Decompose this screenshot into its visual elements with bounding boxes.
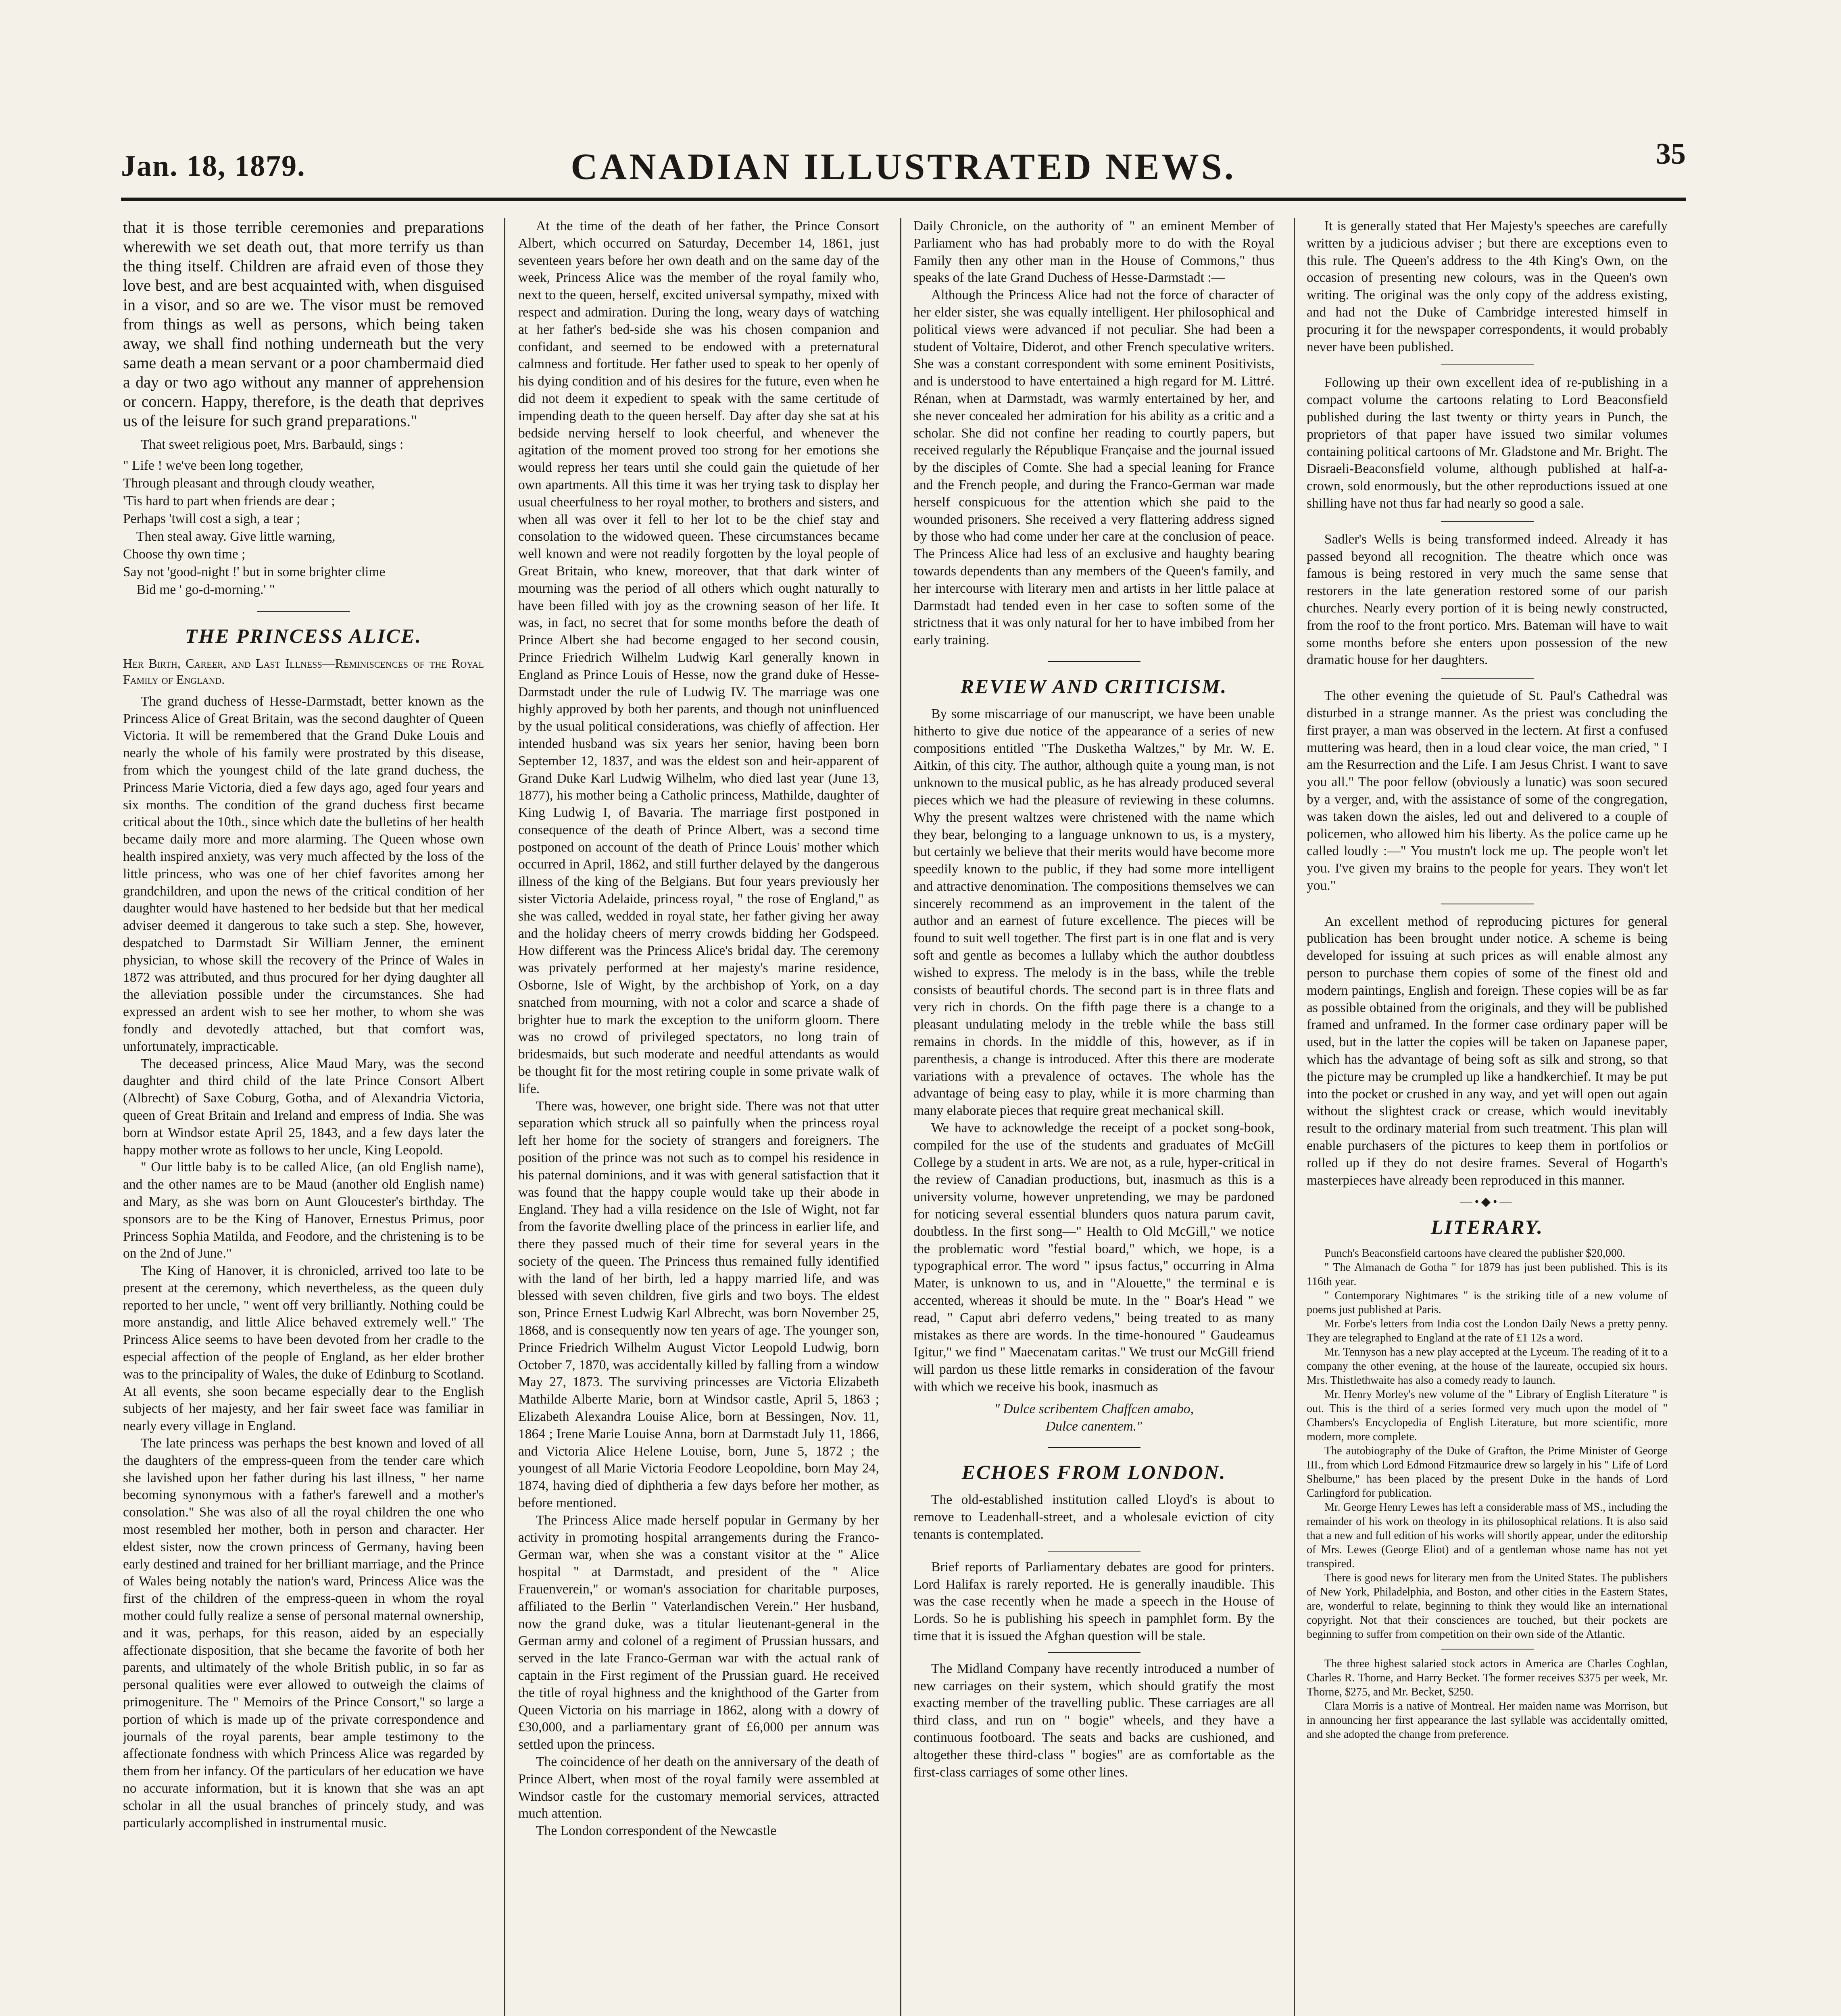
column-divider — [504, 218, 505, 2016]
poem-line: Through pleasant and through cloudy weather, — [123, 475, 375, 491]
paragraph: Following up their own excellent idea of re-publishing in a compact volume the cartoons relating to Lord Beaconsfield published during the last twenty or thirty years in Punch, the proprietors of that paper have issued two similar volumes containing political cartoons of Mr. Gladstone and Mr. Bright. The Disraeli-Beaconsfield volume, although published at half-a-crown, sold enormously, but the other reproductions issued at one shilling have not thus far had nearly so good a sale. — [1307, 375, 1668, 511]
poem-line: " Life ! we've been long together, — [123, 458, 304, 473]
literary-note: " Contemporary Nightmares " is the striking title of a new volume of poems just published at Paris. — [1307, 1289, 1668, 1316]
section-heading: THE PRINCESS ALICE. — [185, 624, 422, 647]
paragraph: Sadler's Wells is being transformed indeed. Already it has passed beyond all recognition. The theatre which once was famous is being restored in very much the same sense that restorers in the late generation restored some of our parish churches. Nearly every portion of it is being newly constructed, from the roof to the front portico. Mrs. Bateman will have to wait some months before she enters upon possession of the new dramatic house for her daughters. — [1307, 531, 1668, 668]
quote-line: Dulce canentem." — [1045, 1418, 1143, 1434]
paragraph: We have to acknowledge the receipt of a pocket song-book, compiled for the use of the students and graduates of McGill College by a student in arts. We are not, as a rule, hyper-critical in the review of Canadian productions, but, inasmuch as this is a university volume, however unpretending, we may be pardoned for noticing several essential blunders quos natura parum cavit, doubtless. In the first song—" Health to Old McGill," we notice the problematic word "festial board," which, we hope, is a typographical error. The word " ipsus factus," occurring in Alma Mater, is unknown to us, and in "Alouette," the terminal e is accented, whereas it should be mute. In the " Boar's Head " we read, " Caput abri deferro vedens," being treated to as many mistakes as there are words. In the time-honoured " Gaudeamus Igitur," we find " Maecenatam caritas." We trust our McGill friend will pardon us these little remarks in consideration of the favour with which we receive his book, inasmuch as — [913, 1120, 1274, 1394]
literary-note: There is good news for literary men from the United States. The publishers of New York, Philadelphia, and Boston, and other cities in the Eastern States, are, wonderful to relate, beginning to think they would like an international copyright. Not that their consciences are touched, but their pockets are beginning to suffer from competition on their own side of the Atlantic. — [1307, 1572, 1668, 1641]
latin-quote — [913, 1401, 1274, 1435]
issue-date: Jan. 18, 1879. — [121, 150, 306, 183]
column-divider — [900, 218, 901, 2016]
paragraph: The Princess Alice made herself popular in Germany by her activity in promoting hospital arrangements during the Franco-German war, when she was a constant visitor at the " Alice hospital " at Darmstadt, and president of the " Alice Frauenverein," or woman's association for charitable purposes, affiliated to the Berlin " Vaterlandischen Verein." Her husband, now the grand duke, was a titular lieutenant-general in the German army and colonel of a regiment of Prussian hussars, and served in the late Franco-German war with the actual rank of captain in the First regiment of the Prussian guard. He received the title of royal highness and the knighthood of the Garter from Queen Victoria on his marriage in 1862, along with a dowry of £30,000, and a parliamentary grant of £6,000 per annum was settled upon the princess. — [518, 1512, 879, 1752]
paragraph: By some miscarriage of our manuscript, we have been unable hitherto to give due notice of the appearance of a series of new compositions entitled "The Dusketha Waltzes," by Mr. W. E. Aitkin, of this city. The author, although quite a young man, is not unknown to the musical public, as he has already produced several pieces which we had the pleasure of reviewing in these columns. Why the present waltzes were christened with the name which they bear, belonging to a language unknown to us, is a mystery, but certainly we believe that their merits would have become more speedily known to the public, if they had some more intelligent and attractive denomination. The compositions themselves we can sincerely recommend as an improvement in the talent of the author and an earnest of future excellence. The pieces will be found to suit well together. The first part is in one flat and is very soft and gentle as becomes a lullaby which the author doubtless wished to express. The melody is in the bass, while the treble consists of beautiful chords. The second part is in three flats and very rich in chords. On the fifth page there is a change to a pleasant undulating melody in the treble while the bass still remains in chords. In the middle of this, however, as if in parenthesis, a change is introduced. After this there are moderate variations with a prevalence of octaves. The whole has the advantage of being easy to play, while it is more charming than many elaborate pieces that require great mechanical skill. — [913, 706, 1274, 1118]
poem-line: Bid me ' go-d-morning.' " — [123, 582, 275, 597]
page-number: 35 — [1656, 137, 1686, 171]
paragraph: Brief reports of Parliamentary debates are good for printers. Lord Halifax is rarely reported. He is generally inaudible. This was the case recently when he made a speech in the House of Lords. So he is publishing his speech in pamphlet form. By the time that it is issued the Afghan question will be stale. — [913, 1559, 1274, 1643]
section-rule — [1048, 661, 1140, 662]
section-rule — [1441, 521, 1534, 522]
section-rule — [1048, 1551, 1140, 1552]
column-4 — [1307, 218, 1668, 2016]
paragraph: An excellent method of reproducing pictures for general publication has been brought under notice. A scheme is being developed for issuing at such prices as will enable almost any person to purchase them copies of some of the finest old and modern paintings, English and foreign. These copies will be as far as possible obtained from the originals, and they will be published framed and unframed. In the former case ordinary paper will be used, but in the latter the copies will be taken on Japanese paper, which has the advantage of being soft as silk and strong, so that the picture may be crumpled up like a handkerchief. It may be put into the pocket or crushed in any way, and yet will open out again without the slightest crack or crease, which would inevitably result to the ordinary material from such treatment. This plan will enable purchasers of the pictures to keep them in portfolios or rolled up if they do not desire frames. Several of Hogarth's masterpieces have already been reproduced in this manner. — [1307, 914, 1668, 1188]
quote-line: " Dulce scribentem Chaffcen amabo, — [994, 1401, 1194, 1416]
literary-note: The three highest salaried stock actors in America are Charles Coghlan, Charles R. Thorne, and Harry Becket. The former receives $375 per week, Mr. Thorne, $275, and Mr. Becket, $250. — [1307, 1658, 1668, 1699]
paragraph: The deceased princess, Alice Maud Mary, was the second daughter and third child of the late Prince Consort Albert (Albrecht) of Saxe Coburg, Gotha, and of Alexandria Victoria, queen of Great Britain and Ireland and empress of India. She was born at Windsor estate April 25, 1843, and a few days later the happy mother wrote as follows to her uncle, King Leopold. — [123, 1056, 484, 1158]
paragraph: The King of Hanover, it is chronicled, arrived too late to be present at the ceremony, which nevertheless, as the queen duly reported to her uncle, " went off very brilliantly. Nothing could be more anstandig, and little Alice behaved extremely well." The Princess Alice seems to have been devoted from her cradle to the especial affection of the people of England, as her elder brother was to the principality of Wales, the duke of Edinburg to Scotland. At all events, she soon became especially dear to the English subjects of her majesty, and her fair sweet face was familiar in nearly every village in England. — [123, 1263, 484, 1434]
paragraph: The late princess was perhaps the best known and loved of all the daughters of the empress-queen from the tender care which she lavished upon her father during his last illness, " her name becoming synonymous with a father's farewell and a mother's consolation." She was also of all the royal children the one who most resembled her mother, both in person and character. Her eldest sister, now the crown princess of Germany, having been early destined and trained for her brilliant marriage, and the Prince of Wales being notably the nation's ward, Princess Alice was the first of the children of the empress-queen in whom the royal mother could fully realize a sense of personal maternal ownership, and it was, perhaps, for this reason, aided by an especially affectionate disposition, that she became the favorite of both her parents, and ultimately of the whole British public, in so far as personal qualities were ever allowed to outweigh the claims of primogeniture. The " Memoirs of the Prince Consort," so large a portion of which is made up of the private correspondence and journals of the royal parents, bear ample testimony to the affectionate fondness with which Princess Alice was regarded by them from her infancy. Of the particulars of her education we have no accurate information, but it is known that she was an apt scholar in all the usual branches of princely study, and was particularly accomplished in instrumental music. — [123, 1436, 484, 1831]
poem-line: Then steal away. Give little warning, — [123, 529, 336, 544]
section-rule — [1048, 1447, 1140, 1448]
paragraph: The Midland Company have recently introduced a number of new carriages on their system, which should gratify the most exacting member of the travelling public. These carriages are all third class, and run on " bogie" wheels, and they have a continuous footboard. The seats and backs are cushioned, and altogether these third-class " bogies" are as comfortable as the first-class carriages of some other lines. — [913, 1661, 1274, 1780]
paragraph: The other evening the quietude of St. Paul's Cathedral was disturbed in a strange manner. As the priest was concluding the first prayer, a man was observed in the lectern. At first a confused muttering was heard, then in a loud clear voice, the man cried, " I am the Resurrection and the Life. I am Jesus Christ. I want to save you all." The poor fellow (obviously a lunatic) was soon secured by a verger, and, with the assistance of some of the congregation, was taken down the aisles, led out and delivered to a couple of policemen, who allowed him his liberty. As the police came up he called loudly :—" You mustn't lock me up. The people won't let you. I've given my brains to the people for years. They won't let you." — [1307, 688, 1668, 893]
section-rule — [1048, 1652, 1140, 1653]
ornament-rule: —•◆•— — [1460, 1195, 1514, 1209]
paragraph: Although the Princess Alice had not the force of character of her elder sister, she was equally intelligent. Her philosophical and political views were advanced if not peculiar. She had been a student of Voltaire, Diderot, and other French speculative writers. She was a constant correspondent with some eminent Positivists, and is understood to have entertained a high regard for M. Littré. Rénan, when at Darmstadt, was warmly entertained by her, and she never concealed her admiration for his ability as a critic and a scholar. She did not confine her reading to courtly papers, but received regularly the République Française and the journal issued by the disciples of Comte. She had a special leaning for France and the French people, and during the Franco-German war made herself conspicuous for the attention which she paid to the wounded prisoners. She received a very flattering address signed by those who had come under her care at the conclusion of peace. The Princess Alice had less of an exclusive and haughty bearing towards dependents than any members of the Queen's family, and her intercourse with literary men and artists in her little palace at Darmstadt had tended even in her case to soften some of the strictness that it was only natural for her to have imbibed from her early training. — [913, 287, 1274, 648]
section-subheading: Her Birth, Career, and Last Illness—Reminiscences of the Royal Family of England. — [123, 656, 484, 687]
section-heading: ECHOES FROM LONDON. — [961, 1461, 1226, 1484]
masthead-rule — [121, 198, 1686, 201]
newspaper-title: CANADIAN ILLUSTRATED NEWS. — [571, 146, 1236, 187]
paragraph: There was, however, one bright side. There was not that utter separation which struck all so painfully when the princess royal left her home for the society of strangers and foreigners. The position of the prince was not such as to compel his residence in his paternal dominions, and it was with general satisfaction that it was found that the happy couple would take up their abode in England. They had a villa residence on the Isle of Wight, not far from the favorite dwelling place of the princess in earlier life, and there they passed much of their time for several years in the society of the queen. The Princess thus remained fully identified with the land of her birth, led a happy married life, and was blessed with seven children, five girls and two boys. The eldest son, Prince Ernest Ludwig Karl Albrecht, was born November 25, 1868, and is consequently now ten years of age. The younger son, Prince Friedrich Wilhelm August Victor Leopold Ludwig, born October 7, 1870, was accidentally killed by falling from a window May 27, 1873. The surviving princesses are Victoria Elizabeth Mathilde Alberte Marie, born at Windsor castle, April 5, 1863 ; Elizabeth Alexandra Louise Alice, born at Bessingen, Nov. 11, 1864 ; Irene Marie Louise Anna, born at Darmstadt July 11, 1866, and Victoria Alice Helene Louise, born, June 5, 1872 ; the youngest of all Marie Victoria Feodore Leopoldine, born May 24, 1874, having died of diphtheria a few days before her mother, as before mentioned. — [518, 1098, 879, 1510]
section-heading: LITERARY. — [1430, 1216, 1544, 1239]
paragraph: The London correspondent of the Newcastle — [536, 1823, 777, 1839]
column-divider — [1294, 218, 1295, 2016]
literary-note: Mr. George Henry Lewes has left a considerable mass of MS., including the remainder of his work on theology in its philosophical relations. It is also said that a new and full edition of his works will shortly appear, under the editorship of Mrs. Lewes (George Eliot) and of a gentleman whose name has not yet transpired. — [1307, 1501, 1668, 1570]
paragraph: Daily Chronicle, on the authority of " an eminent Member of Parliament who has had probably more to do with the Royal Family then any other man in the House of Commons," thus speaks of the late Grand Duchess of Hesse-Darmstadt :— — [913, 219, 1274, 285]
paragraph: It is generally stated that Her Majesty's speeches are carefully written by a judicious adviser ; but there are exceptions even to this rule. The Queen's address to the 4th King's Own, on the occasion of presenting new colours, was in the Queen's own writing. The original was the only copy of the address existing, and had not the Duke of Cambridge interested himself in procuring it for the newspaper correspondents, it would probably never have been published. — [1307, 219, 1668, 354]
section-rule — [1441, 364, 1534, 365]
literary-note: Clara Morris is a native of Montreal. Her maiden name was Morrison, but in announcing her first appearance the last syllable was accidentally omitted, and she adopted the change from preference. — [1307, 1700, 1668, 1741]
literary-note: " The Almanach de Gotha " for 1879 has just been published. This is its 116th year. — [1307, 1261, 1668, 1288]
masthead — [121, 133, 1686, 194]
literary-note: Punch's Beaconsfield cartoons have cleared the publisher $20,000. — [1324, 1247, 1626, 1260]
poem-line: 'Tis hard to part when friends are dear ; — [123, 493, 335, 508]
column-2 — [518, 218, 879, 2016]
poem-line: Perhaps 'twill cost a sigh, a tear ; — [123, 511, 300, 526]
paragraph: " Our little baby is to be called Alice, (an old English name), and the other names are to be Maud (another old English name) and Mary, as she was born on Aunt Gloucester's birthday. The sponsors are to be the King of Hanover, Ernestus Primus, poor Princess Sophia Matilda, and Feodore, and the christening is to be on the 2nd of June." — [123, 1160, 484, 1261]
section-rule — [1441, 678, 1534, 679]
literary-note: Mr. Tennyson has a new play accepted at the Lyceum. The reading of it to a company the other evening, at the house of the laureate, occupied six hours. Mrs. Thistlethwaite has also a comedy ready to launch. — [1307, 1346, 1668, 1387]
column-1 — [123, 218, 484, 2016]
paragraph: That sweet religious poet, Mrs. Barbauld, sings : — [141, 437, 404, 452]
literary-note: Mr. Forbe's letters from India cost the London Daily News a pretty penny. They are telegraphed to England at the rate of £1 12s a word. — [1307, 1318, 1668, 1345]
section-rule — [257, 611, 350, 612]
literary-note: The autobiography of the Duke of Grafton, the Prime Minister of George III., from which Lord Edmond Fitzmaurice drew so largely in his " Life of Lord Shelburne," has been placed by the present Duke in the hands of Lord Carlingford for publication. — [1307, 1445, 1668, 1500]
section-heading: REVIEW AND CRITICISM. — [960, 675, 1228, 698]
paragraph: The coincidence of her death on the anniversary of the death of Prince Albert, when most of the royal family were assembled at Windsor castle for the customary memorial services, attracted much attention. — [518, 1754, 879, 1821]
column-3 — [913, 218, 1274, 2016]
poem-line: Choose thy own time ; — [123, 546, 246, 562]
poem-line: Say not 'good-night !' but in some brighter clime — [123, 564, 386, 579]
article-continuation: that it is those terrible ceremonies and preparations wherewith we set death out, that more terrify us than the thing itself. Children are afraid even of those they love best, and are best acquainted with, when disguised in a visor, and so are we. The visor must be removed from things as well as persons, which being taken away, we shall find nothing underneath but the very same death a mean servant or a poor chambermaid died a day or two ago without any manner of apprehension or concern. Happy, therefore, is the death that deprives us of the leisure for such grand preparations." — [123, 218, 484, 430]
literary-note: Mr. Henry Morley's new volume of the " Library of English Literature " is out. This is the third of a series formed very much upon the model of " Chambers's Encyclopedia of English Literature, but more scientific, more modern, more complete. — [1307, 1388, 1668, 1443]
paragraph: At the time of the death of her father, the Prince Consort Albert, which occurred on Saturday, December 14, 1861, just seventeen years before her own death and on the same day of the week, Princess Alice was the member of the royal family who, next to the queen, herself, excited universal sympathy, mixed with respect and admiration. During the long, weary days of watching at her father's bed-side she was his chosen companion and confidant, and seemed to be endowed with a preternatural calmness and fortitude. Her father used to speak to her openly of his dying condition and of his desires for the future, even when he did not deem it expedient to speak with the same certitude of impending death to the queen herself. Day after day she sat at his bedside nerving herself to look cheerful, and whenever the agitation of the moment proved too strong for her emotions she would repress her tears until she could gain the quietude of her own apartments. All this time it was her trying task to display her usual cheerfulness to her royal mother, to brothers and sisters, and when all was over it fell to her lot to be the chief stay and consolation to the widowed queen. These circumstances became well known and were not readily forgotten by the loyal people of Great Britain, who knew, moreover, that that dark winter of mourning was the period of all others which ought naturally to have been filled with joy as the crowning season of her life. It was, in fact, no secret that for some months before the death of Prince Albert she had become engaged to her second cousin, Prince Friedrich Wilhelm Ludwig Karl generally known in England as Prince Louis of Hesse, now the grand duke of Hesse-Darmstadt under the rule of Ludwig IV. The marriage was one highly approved by both her parents, and though not uninfluenced by the usual political considerations, was chiefly of affection. Her intended husband was six years her senior, having been born September 12, 1837, and was the eldest son and heir-apparent of Grand Duke Karl Ludwig Wilhelm, who died last year (June 13, 1877), his mother being a Catholic princess, Mathilde, daughter of King Ludwig I, of Bavaria. The marriage first postponed in consequence of the death of Prince Albert, was a second time postponed on account of the death of Prince Louis' mother which occurred in April, 1862, and still further delayed by the dangerous illness of the king of the Belgians. But four years previously her sister Victoria Adelaide, princess royal, " the rose of England," as she was called, wedded in royal state, her father giving her away and the holiday cheers of merry crowds bidding her Godspeed. How different was the Princess Alice's bridal day. The ceremony was privately performed at her majesty's marine residence, Osborne, Isle of Wight, by the archbishop of York, on a day snatched from mourning, with not a color and scarce a shade of brighter hue to mark the exception to the uniform gloom. There was no crowd of privileged spectators, no long train of bridesmaids, but such moderate and needful attendants as would be thought fit for the most retiring couple in some private walk of life. — [518, 219, 879, 1096]
paragraph: The grand duchess of Hesse-Darmstadt, better known as the Princess Alice of Great Britain, was the second daughter of Queen Victoria. It will be remembered that the Grand Duke Louis and nearly the whole of his family were prostrated by this disease, from which the youngest child of the late grand duchess, the Princess Marie Victoria, died a few days ago, aged four years and six months. The condition of the grand duchess first became critical about the 10th., since which date the bulletins of her health became daily more and more alarming. The Queen whose own health inspired anxiety, was very much affected by the loss of the little princess, who was one of her chief favorites among her grandchildren, and upon the news of the critical condition of her daughter would have hastened to her bedside but that her medical adviser deemed it dangerous to take such a step. She, however, despatched to Darmstadt Sir William Jenner, the eminent physician, to whose skill the recovery of the Prince of Wales in 1872 was attributed, and thus procured for her dying daughter all the alleviation possible under the circumstances. She had expressed an ardent wish to see her mother, to whom she was fondly and devotedly attached, but that comfort was, unfortunately, impracticable. — [123, 694, 484, 1054]
poem — [123, 457, 484, 599]
paragraph: The old-established institution called Lloyd's is about to remove to Leadenhall-street, and a wholesale eviction of city tenants is contemplated. — [913, 1492, 1274, 1542]
